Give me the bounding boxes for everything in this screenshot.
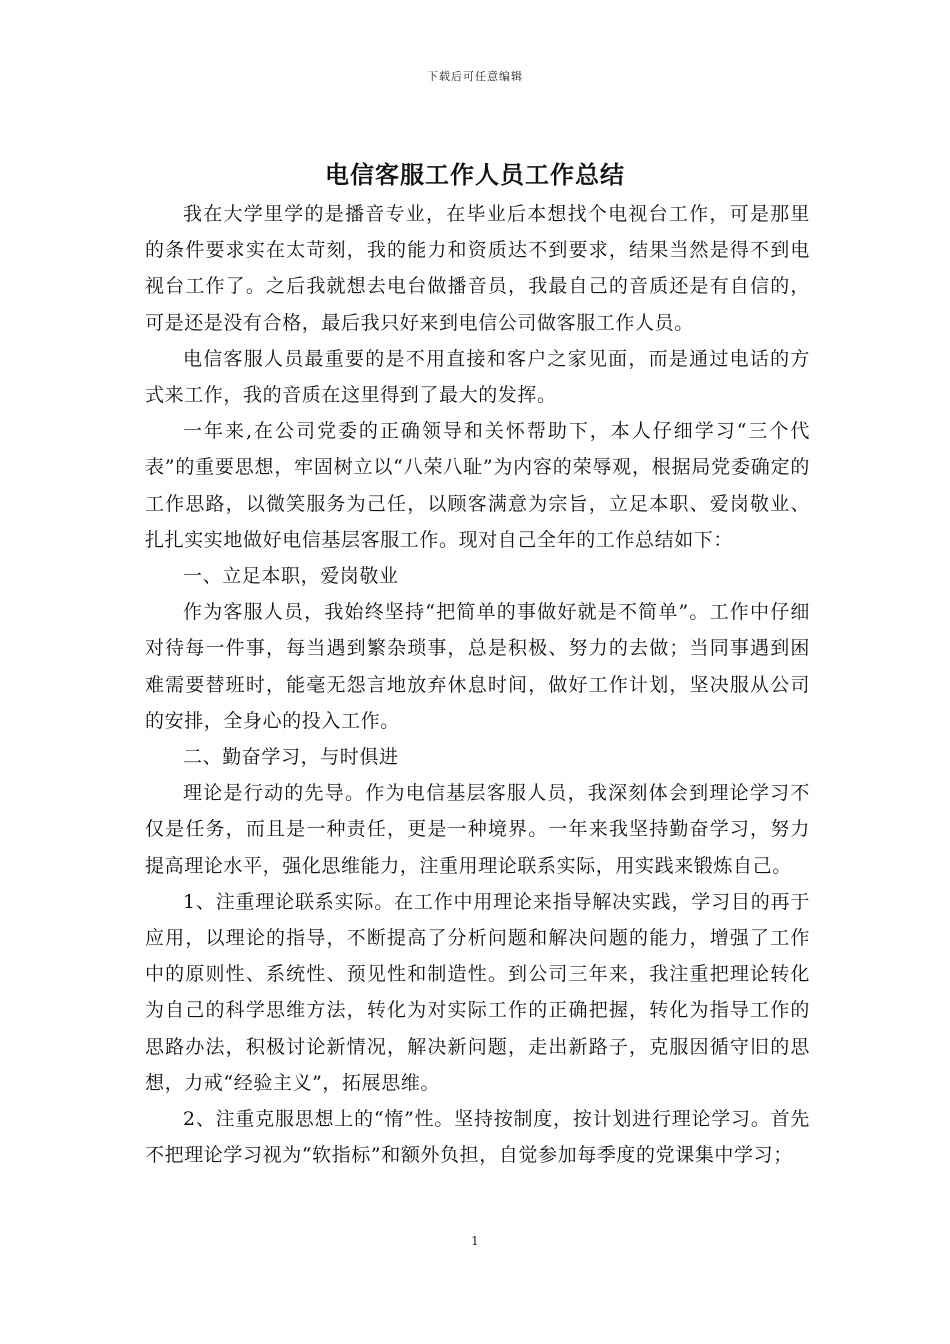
header-note: 下载后可任意编辑 [427,70,523,83]
document-title: 电信客服工作人员工作总结 [325,160,625,189]
paragraph-theory: 理论是行动的先导。作为电信基层客服人员，我深刻体会到理论学习不仅是任务，而且是一种责任，更是一种境界。一年来我坚持勤奋学习，努力提高理论水平，强化思维能力，注重用理论联系实际，用实践来锻炼自己。 [145,782,810,877]
section-heading-two: 二、勤奋学习，与时俱进 [183,746,399,769]
section-heading-one: 一、立足本职，爱岗敬业 [183,565,399,588]
page-number: 1 [471,1234,479,1248]
paragraph-point-one: 1、注重理论联系实际。在工作中用理论来指导解决实践，学习目的再于应用，以理论的指导，不断提高了分析问题和解决问题的能力，增强了工作中的原则性、系统性、预见性和制造性。到公司三年来，我注重把理论转化为自己的科学思维方法，转化为对实际工作的正确把握，转化为指导工作的思路办法，积极讨论新情况，解决新问题，走出新路子，克服因循守旧的思想，力戒“经验主义”，拓展思维。 [145,890,810,1094]
paragraph-year-review: 一年来,在公司党委的正确领导和关怀帮助下，本人仔细学习“三个代表”的重要思想，牢固树立以“八荣八耻”为内容的荣辱观，根据局党委确定的工作思路，以微笑服务为己任，以顾客满意为宗旨，立足本职、爱岗敬业、扎扎实实地做好电信基层客服工作。现对自己全年的工作总结如下： [145,420,810,551]
document-body [145,196,810,1173]
paragraph-voice: 电信客服人员最重要的是不用直接和客户之家见面，而是通过电话的方式来工作，我的音质在这里得到了最大的发挥。 [145,347,810,407]
paragraph-dedication: 作为客服人员，我始终坚持“把简单的事做好就是不简单”。工作中仔细对待每一件事，每当遇到繁杂琐事，总是积极、努力的去做；当同事遇到困难需要替班时，能毫无怨言地放弃休息时间，做好工作计划，坚决服从公司的安排，全身心的投入工作。 [145,601,810,732]
paragraph-point-two: 2、注重克服思想上的“惰”性。坚持按制度，按计划进行理论学习。首先不把理论学习视为“软指标”和额外负担，自觉参加每季度的党课集中学习； [145,1108,810,1167]
paragraph-intro: 我在大学里学的是播音专业，在毕业后本想找个电视台工作，可是那里的条件要求实在太苛刻，我的能力和资质达不到要求，结果当然是得不到电视台工作了。之后我就想去电台做播音员，我最自己的音质还是有自信的，可是还是没有合格，最后我只好来到电信公司做客服工作人员。 [145,203,810,334]
